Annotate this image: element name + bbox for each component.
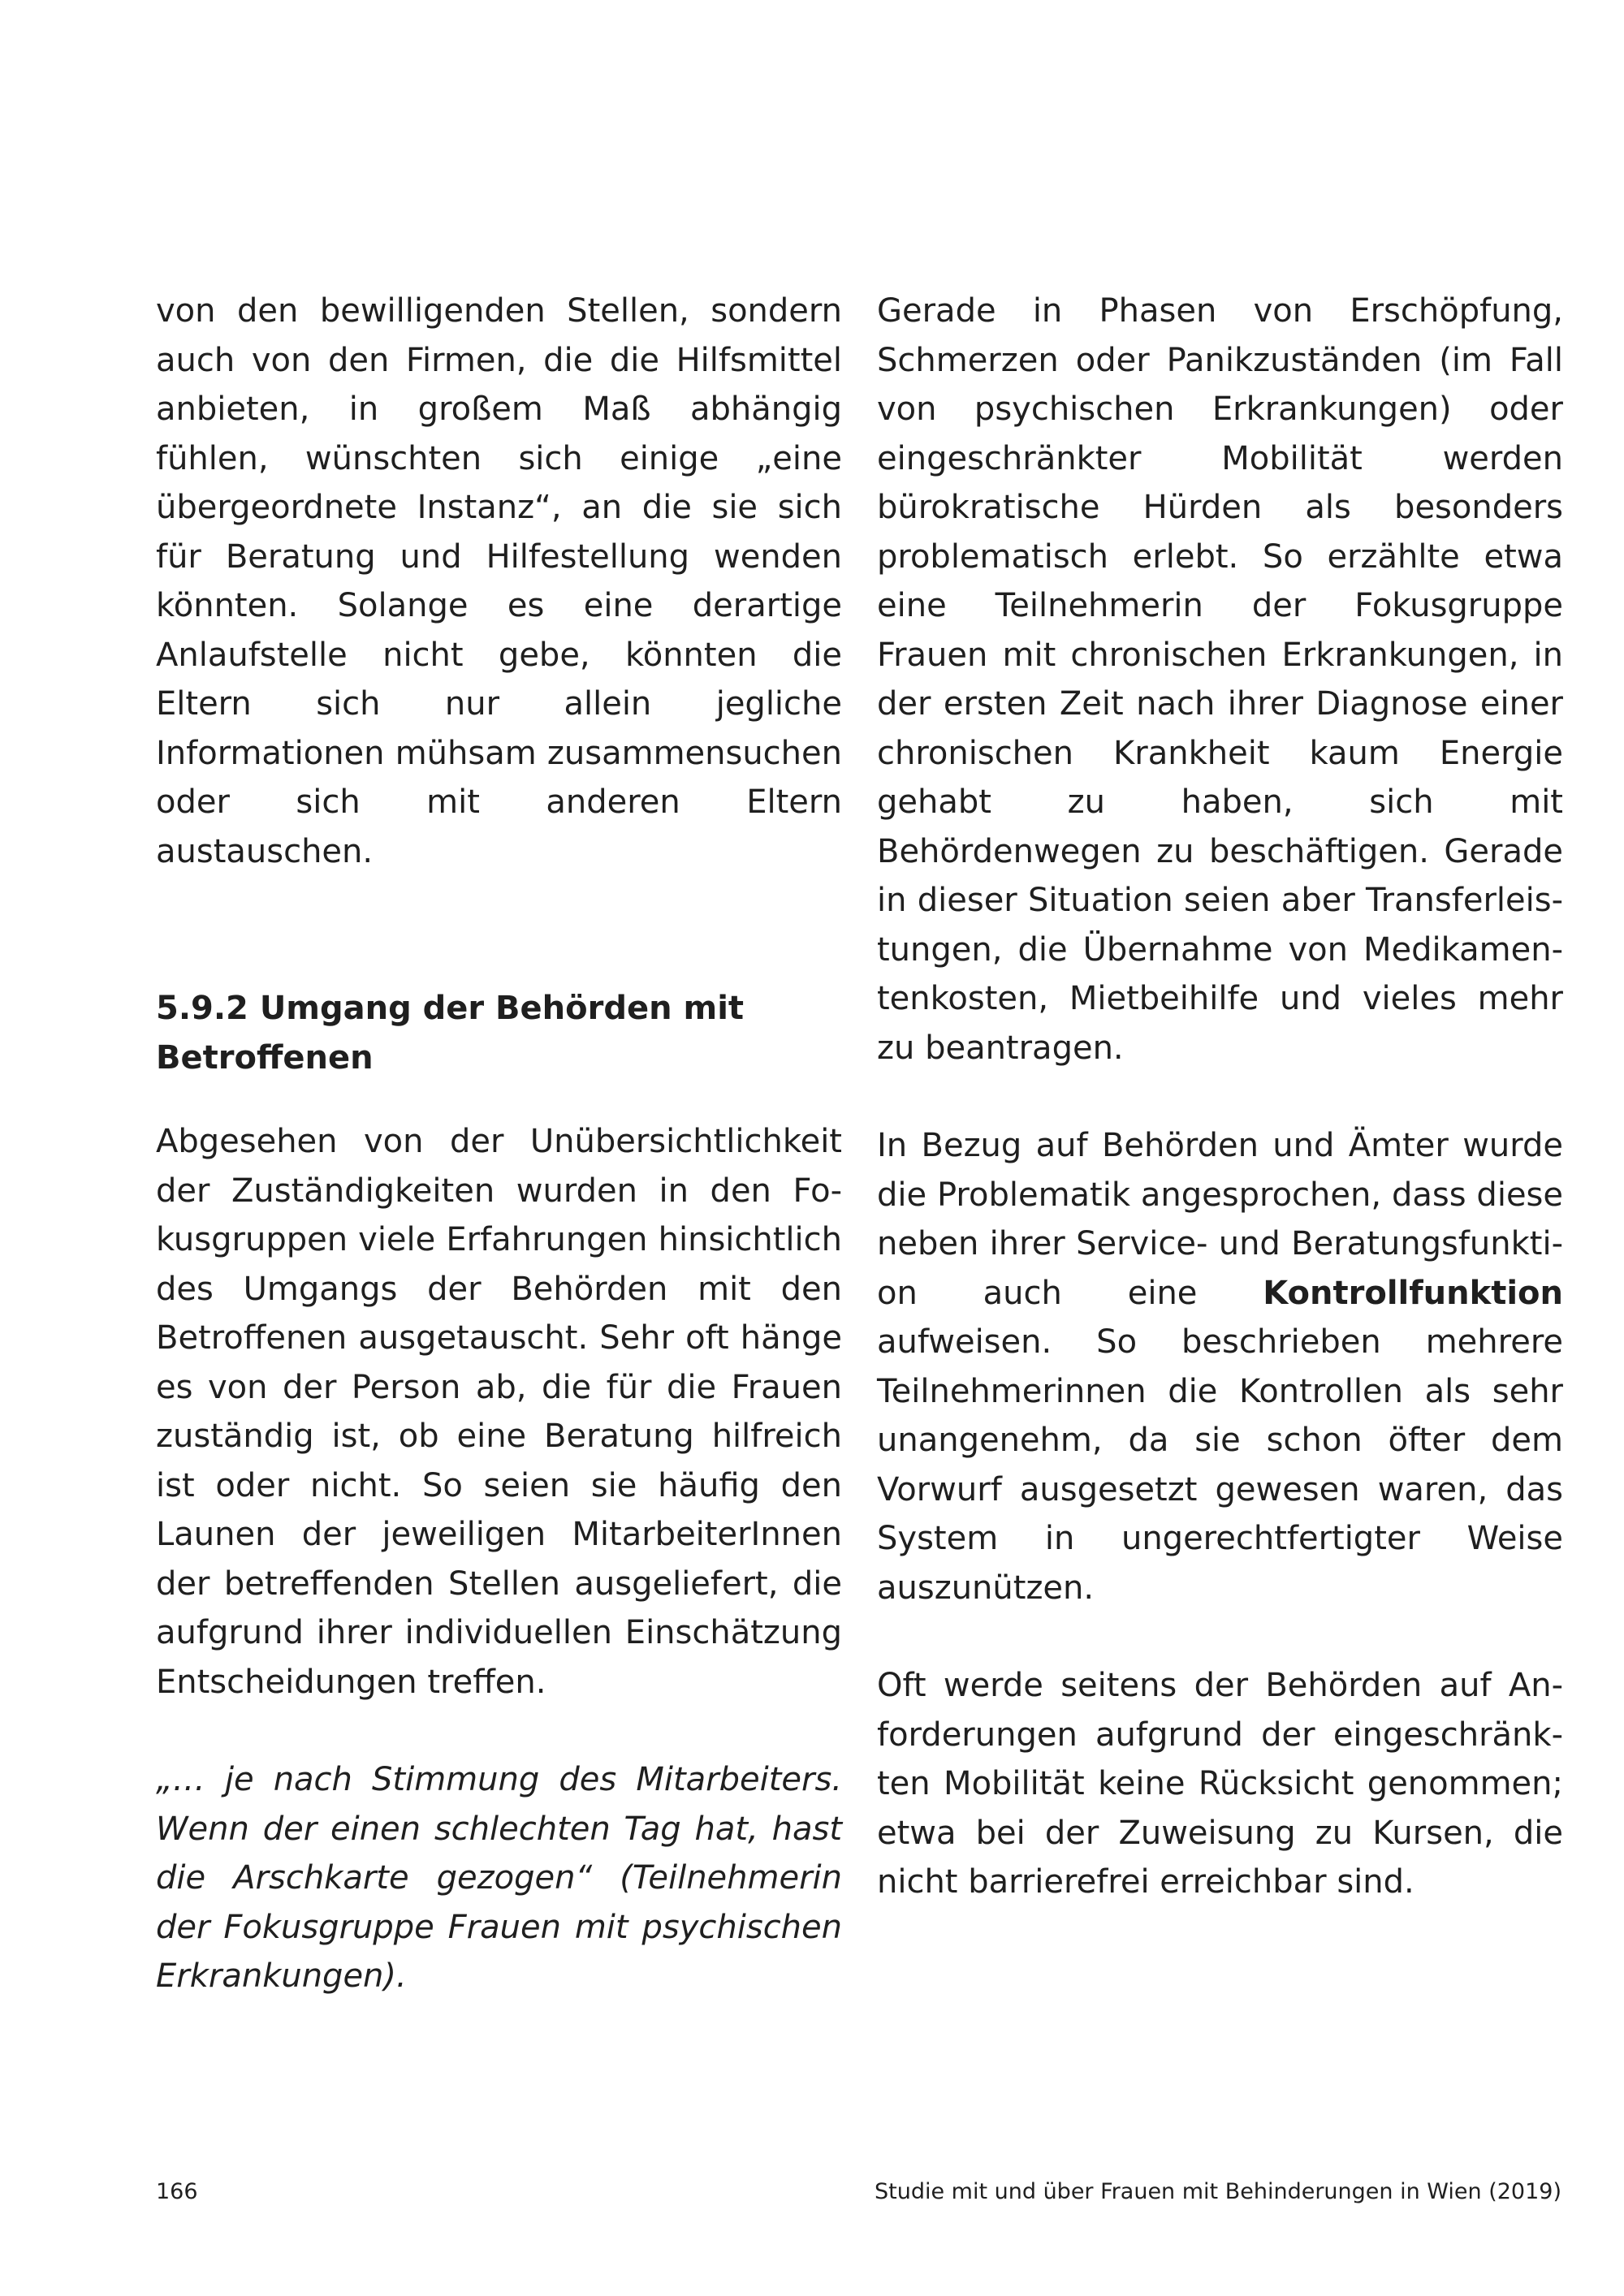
block-quote: „… je nach Stimmung des Mitarbeiters. Wenn der einen schlechten Tag hat, hast die Arschkarte gezogen“ (Teilnehmerin der Fokusgruppe Frauen mit psychischen Erkrankungen). — [156, 1761, 842, 1995]
page-number: 166 — [156, 2179, 198, 2204]
spacer — [877, 1612, 1563, 1661]
section-heading: 5.9.2 Umgang der Behörden mit Betroffenen — [156, 990, 745, 1077]
right-paragraph-2-text-after: aufweisen. So beschrieben mehrere Teilnehmerinnen die Kontrollen als sehr unangenehm, da sie schon öfter dem Vorwurf ausgesetzt gewesen waren, das System in ungerechtfertigter Weise auszunützen. — [877, 1323, 1563, 1607]
emphasis-kontrollfunktion: Kontrollfunktion — [1263, 1274, 1563, 1312]
spacer — [156, 1083, 842, 1117]
spacer — [877, 1072, 1563, 1121]
left-paragraph-1: von den bewilligenden Stellen, sondern auch von den Firmen, die die Hilfsmittel anbieten, in großem Maß abhängig fühlen, wünschten sich einige „eine übergeordnete Instanz“, an die sie sich für Beratung und Hilfestellung wenden könnten. Solange es eine derartige Anlaufstelle nicht gebe, könnten die Eltern sich nur allein jegliche Informationen mühsam zusammensuchen oder sich mit anderen Eltern austauschen. — [156, 292, 842, 870]
running-footer-title: Studie mit und über Frauen mit Behinderungen in Wien (2019) — [874, 2179, 1561, 2204]
right-paragraph-1: Gerade in Phasen von Erschöpfung, Schmerzen oder Panikzuständen (im Fall von psychischen Erkrankungen) oder eingeschränkter Mobilität werden bürokratische Hürden als besonders problematisch erlebt. So erzählte etwa eine Teilnehmerin der Fokusgruppe Frauen mit chronischen Erkrankungen, in der ersten Zeit nach ihrer Diagnose einer chronischen Krankheit kaum Energie gehabt zu haben, sich mit Behördenwegen zu beschäftigen. Gerade in dieser Situation seien aber Transferleistungen, die Übernahme von Medikamentenkosten, Mietbeihilfe und vieles mehr zu beantragen. — [877, 292, 1563, 1067]
spacer — [156, 1707, 842, 1755]
right-paragraph-2 — [877, 1121, 1563, 1612]
right-paragraph-2-text-before: In Bezug auf Behörden und Ämter wurde die Problematik angesprochen, dass diese neben ihrer Service- und Beratungsfunktion auch eine — [877, 1127, 1563, 1312]
spacer — [156, 876, 842, 984]
right-paragraph-3: Oft werde seitens der Behörden auf Anforderungen aufgrund der eingeschränkten Mobilität keine Rücksicht genommen; etwa bei der Zuweisung zu Kursen, die nicht barrierefrei erreichbar sind. — [877, 1667, 1563, 1901]
right-column — [877, 287, 1563, 1907]
left-column — [156, 287, 842, 2001]
left-paragraph-2: Abgesehen von der Unübersichtlichkeit der Zuständigkeiten wurden in den Fokusgruppen viele Erfahrungen hinsichtlich des Umgangs der Behörden mit den Betroffenen ausgetauscht. Sehr oft hänge es von der Person ab, die für die Frauen zuständig ist, ob eine Beratung hilfreich ist oder nicht. So seien sie häufig den Launen der jeweiligen MitarbeiterInnen der betreffenden Stellen ausgeliefert, die aufgrund ihrer individuellen Einschätzung Entscheidungen treffen. — [156, 1123, 842, 1701]
